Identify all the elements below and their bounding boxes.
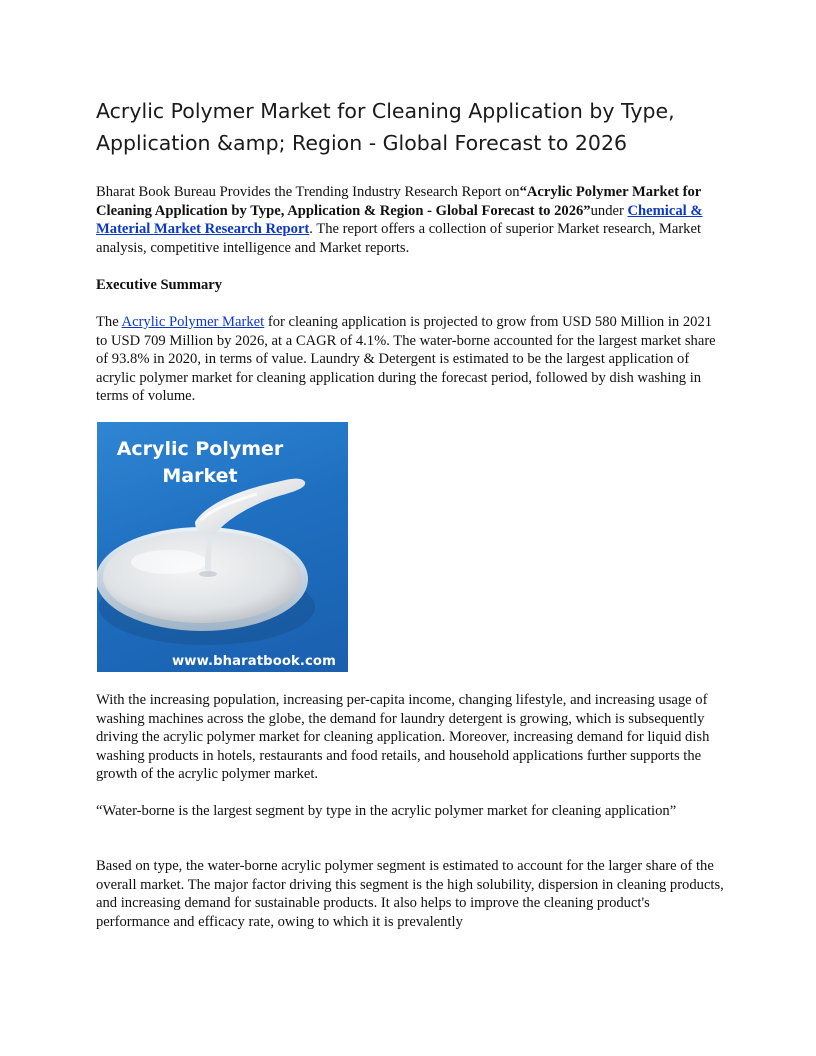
summary-post: for cleaning application is projected to grow from USD 580 Million in 2021 to USD 709 Million by 2026, at a CAGR of 4.1%. The water-borne accounted for the largest market share of 93.8% in 2020, in terms of value. Laundry & Detergent is estimated to be the largest application of acrylic polymer market for cleaning application during the forecast period, followed by dish washing in terms of volume. xyxy=(96,314,716,404)
drivers-paragraph: With the increasing population, increasing per-capita income, changing lifestyle, and increasing usage of washing machines across the globe, the demand for laundry detergent is growing, which is subsequently driving the acrylic polymer market for cleaning application. Moreover, increasing demand for liquid dish washing products in hotels, restaurants and food retails, and household applications further supports the growth of the acrylic polymer market. xyxy=(96,692,710,782)
intro-tail: . The report offers a collection of superior Market research, Market analysis, competitive intelligence and Market reports. xyxy=(96,221,702,256)
page-title: Acrylic Polymer Market for Cleaning Application by Type, Application &amp; Region - Global Forecast to 2026 xyxy=(96,99,675,155)
figure-url: www.bharatbook.com xyxy=(172,654,336,669)
intro-lead: Bharat Book Bureau Provides the Trending Industry Research Report on xyxy=(96,184,520,200)
market-figure-image xyxy=(97,422,348,672)
intro-paragraph xyxy=(96,183,726,257)
segment-quote: “Water-borne is the largest segment by type in the acrylic polymer market for cleaning application” xyxy=(96,803,677,819)
summary-pre: The xyxy=(96,314,122,330)
intro-under: under xyxy=(590,202,628,219)
figure-title: Acrylic Polymer Market xyxy=(116,438,284,487)
type-paragraph: Based on type, the water-borne acrylic polymer segment is estimated to account for the larger share of the overall market. The major factor driving this segment is the high solubility, dispersion in cleaning products, and increasing demand for sustainable products. It also helps to improve the cleaning product's performance and efficacy rate, owing to which it is prevalently xyxy=(96,858,724,930)
category-link[interactable]: Chemical & Material Market Research Report xyxy=(96,202,703,237)
executive-summary-heading: Executive Summary xyxy=(96,277,223,293)
report-name: “Acrylic Polymer Market for Cleaning Application by Type, Application & Region - Global Forecast to 2026” xyxy=(96,184,701,219)
acrylic-polymer-market-link[interactable]: Acrylic Polymer Market xyxy=(121,314,265,330)
summary-paragraph xyxy=(96,313,726,406)
